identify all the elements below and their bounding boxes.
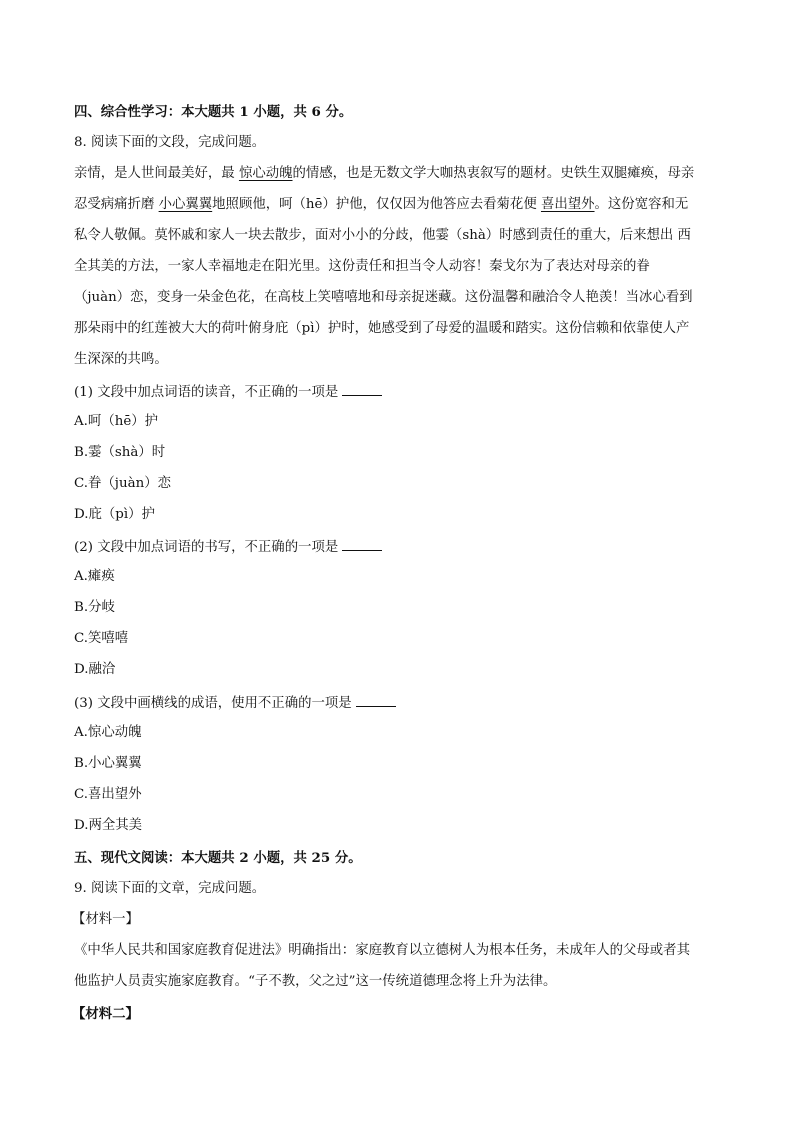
question-8-stem: 8. 阅读下面的文段，完成问题。 (74, 135, 266, 150)
answer-blank[interactable] (342, 383, 382, 396)
passage-line-3: 私令人敬佩。莫怀戚和家人一块去散步，面对小小的分歧，他霎（shà）时感到责任的重大，后来想出 西 (74, 228, 691, 243)
passage-text: 地照顾他，呵（hē）护他，仅仅因为他答应去看菊花便 (212, 197, 541, 212)
sub-question-3-stem (74, 694, 722, 712)
passage-text: 忍受病痛折磨 (74, 197, 159, 212)
passage-text: 的情感，也是无数文学大咖热衷叙写的题材。史铁生双腿瘫痪，母亲 (292, 166, 695, 181)
passage-line-7: 生深深的共鸣。 (74, 352, 168, 367)
option-3d: D.两全其美 (74, 818, 143, 833)
material-2-title: 【材料二】 (72, 1006, 139, 1022)
sub-question-1-stem (74, 383, 722, 401)
option-2c: C.笑嘻嘻 (74, 631, 129, 646)
passage-line-4: 全其美的方法，一家人幸福地走在阳光里。这份责任和担当令人动容！秦戈尔为了表达对母亲的眷 (74, 259, 650, 274)
option-3b: B.小心翼翼 (74, 756, 142, 771)
sub-question-2-stem (74, 538, 722, 556)
answer-blank[interactable] (356, 694, 396, 707)
question-9-stem: 9. 阅读下面的文章，完成问题。 (74, 881, 266, 896)
section-4-heading (74, 104, 722, 121)
idiom-underlined-3: 喜出望外 (540, 197, 595, 212)
passage-text: 。这份宽容和无 (594, 197, 689, 212)
section-4-score: 本大题共 1 小题，共 6 分。 (181, 104, 353, 120)
option-3c: C.喜出望外 (74, 787, 142, 802)
material-1-line-2: 他监护人员责实施家庭教育。“子不教，父之过”这一传统道德理念将上升为法律。 (74, 974, 557, 989)
option-1c: C.眷（juàn）恋 (74, 476, 171, 491)
option-1a: A.呵（hē）护 (74, 414, 159, 429)
idiom-underlined-1: 惊心动魄 (238, 166, 293, 181)
option-2d: D.融洽 (74, 662, 116, 677)
passage-line-5: （juàn）恋，变身一朵金色花，在高枝上笑嘻嘻地和母亲捉迷藏。这份温馨和融洽令人艳羡！当冰心看到 (74, 290, 693, 305)
sub-question-text: (1) 文段中加点词语的读音，不正确的一项是 (74, 385, 339, 400)
material-1-title: 【材料一】 (72, 912, 139, 927)
section-4-title: 四、综合性学习： (74, 104, 182, 120)
section-5-title: 五、现代文阅读： (74, 850, 182, 866)
section-5-score: 本大题共 2 小题，共 25 分。 (181, 850, 362, 866)
option-3a: A.惊心动魄 (74, 725, 142, 740)
passage-line-2 (74, 197, 722, 213)
answer-blank[interactable] (342, 538, 382, 551)
passage-line-6: 那朵雨中的红莲被大大的荷叶俯身庇（pì）护时，她感受到了母爱的温暖和踏实。这份信赖和依靠使人产 (74, 321, 690, 336)
section-5-heading (74, 850, 722, 867)
option-1d: D.庇（pì）护 (74, 507, 155, 522)
option-2a: A.瘫痪 (74, 569, 115, 584)
passage-line-1 (74, 166, 722, 182)
option-1b: B.霎（shà）时 (74, 445, 166, 460)
sub-question-text: (2) 文段中加点词语的书写，不正确的一项是 (74, 540, 339, 555)
idiom-underlined-2: 小心翼翼 (158, 197, 213, 212)
material-1-line-1: 《中华人民共和国家庭教育促进法》明确指出：家庭教育以立德树人为根本任务，未成年人的父母或者其 (74, 943, 690, 958)
sub-question-text: (3) 文段中画横线的成语，使用不正确的一项是 (74, 696, 352, 711)
option-2b: B.分岐 (74, 600, 115, 615)
passage-text: 亲情，是人世间最美好，最 (74, 166, 239, 181)
